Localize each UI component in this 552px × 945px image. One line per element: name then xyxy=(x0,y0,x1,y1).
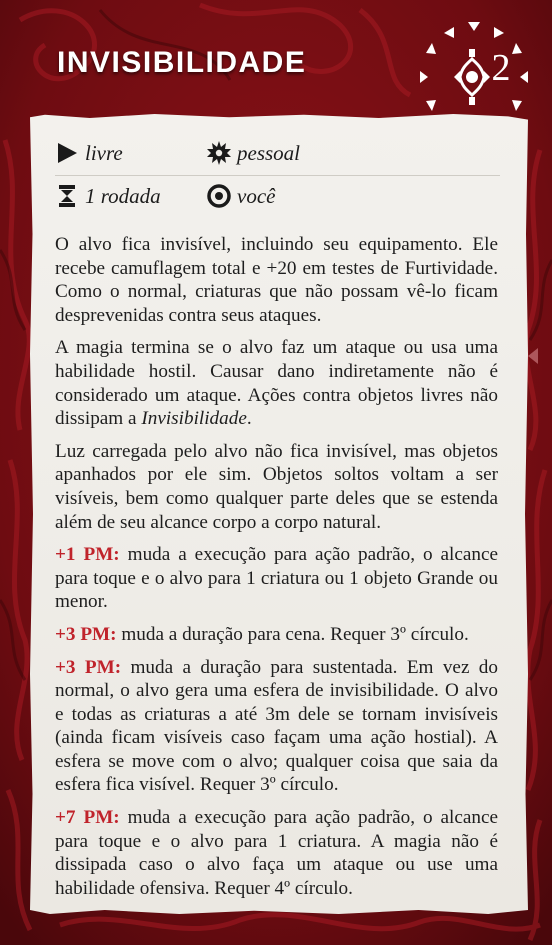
enhancement-text: muda a execução para ação padrão, o alcance para toque e o alvo para 1 criatura ou 1 objeto Grande ou menor. xyxy=(55,544,499,613)
spell-description xyxy=(55,233,498,909)
description-paragraph: Luz carregada pelo alvo não fica invisível, mas objetos apanhados por ele sim. Objetos soltos voltam a ser visíveis, bem como qualquer parte deles que se estenda além de seu alcance corpo a corpo natural. xyxy=(55,440,498,533)
execution-value: livre xyxy=(85,140,123,165)
spell-title: INVISIBILIDADE xyxy=(57,46,307,79)
target-value: você xyxy=(237,183,276,208)
enhancement-entry xyxy=(55,806,498,900)
enhancement-cost: +7 PM: xyxy=(55,807,120,829)
range-value: pessoal xyxy=(237,140,300,165)
description-paragraph: O alvo fica invisível, incluindo seu equipamento. Ele recebe camuflagem total e +20 em testes de Furtividade. Como o normal, criaturas que não possam vê-lo ficam desprevenidas contra seus ataques. xyxy=(55,234,498,326)
burst-icon xyxy=(207,141,231,165)
duration-stat xyxy=(55,181,161,211)
target-icon xyxy=(207,184,231,208)
enhancement-cost: +3 PM: xyxy=(55,656,122,678)
enhancement-cost: +3 PM: xyxy=(55,623,117,645)
execution-stat xyxy=(55,138,123,168)
triangle-play-icon xyxy=(55,141,79,165)
target-stat xyxy=(207,181,275,211)
enhancement-text: muda a execução para ação padrão, o alcance para toque e o alvo para 1 criatura. A magia não é dissipada caso o alvo faça um ataque ou use uma habilidade ofensiva. Requer 4º círculo. xyxy=(55,807,499,899)
spell-name-emphasis: Invisibilidade xyxy=(141,408,247,430)
stat-row-bottom xyxy=(55,176,500,218)
duration-value: 1 rodada xyxy=(85,183,161,208)
enhancement-entry xyxy=(55,656,498,798)
enhancement-text: muda a duração para sustentada. Em vez do normal, o alvo gera uma esfera de invisibilidade. O alvo e todas as criaturas a até 3m dele se tornam invisíveis (ainda ficam visíveis caso façam uma ação hostial). A esfera se move com o alvo; qualquer coisa que saia da esfera fica visível. Requer 3º círculo. xyxy=(55,656,498,796)
description-paragraph: A magia termina se o alvo faz um ataque ou usa uma habilidade hostil. Causar dano indiretamente não é considerado um ataque. Ações contra objetos livres não dissipam a Invisibilidade. xyxy=(55,337,498,430)
hourglass-icon xyxy=(55,184,79,208)
enhancement-text: muda a duração para cena. Requer 3º círculo. xyxy=(121,623,469,645)
enhancement-entry xyxy=(55,543,498,614)
enhancement-cost: +1 PM: xyxy=(55,544,120,566)
range-stat xyxy=(207,138,300,168)
stat-row-top xyxy=(55,133,500,176)
enhancement-entry xyxy=(55,623,498,647)
spell-circle-number: 2 xyxy=(491,47,511,89)
spell-stats xyxy=(55,133,500,218)
